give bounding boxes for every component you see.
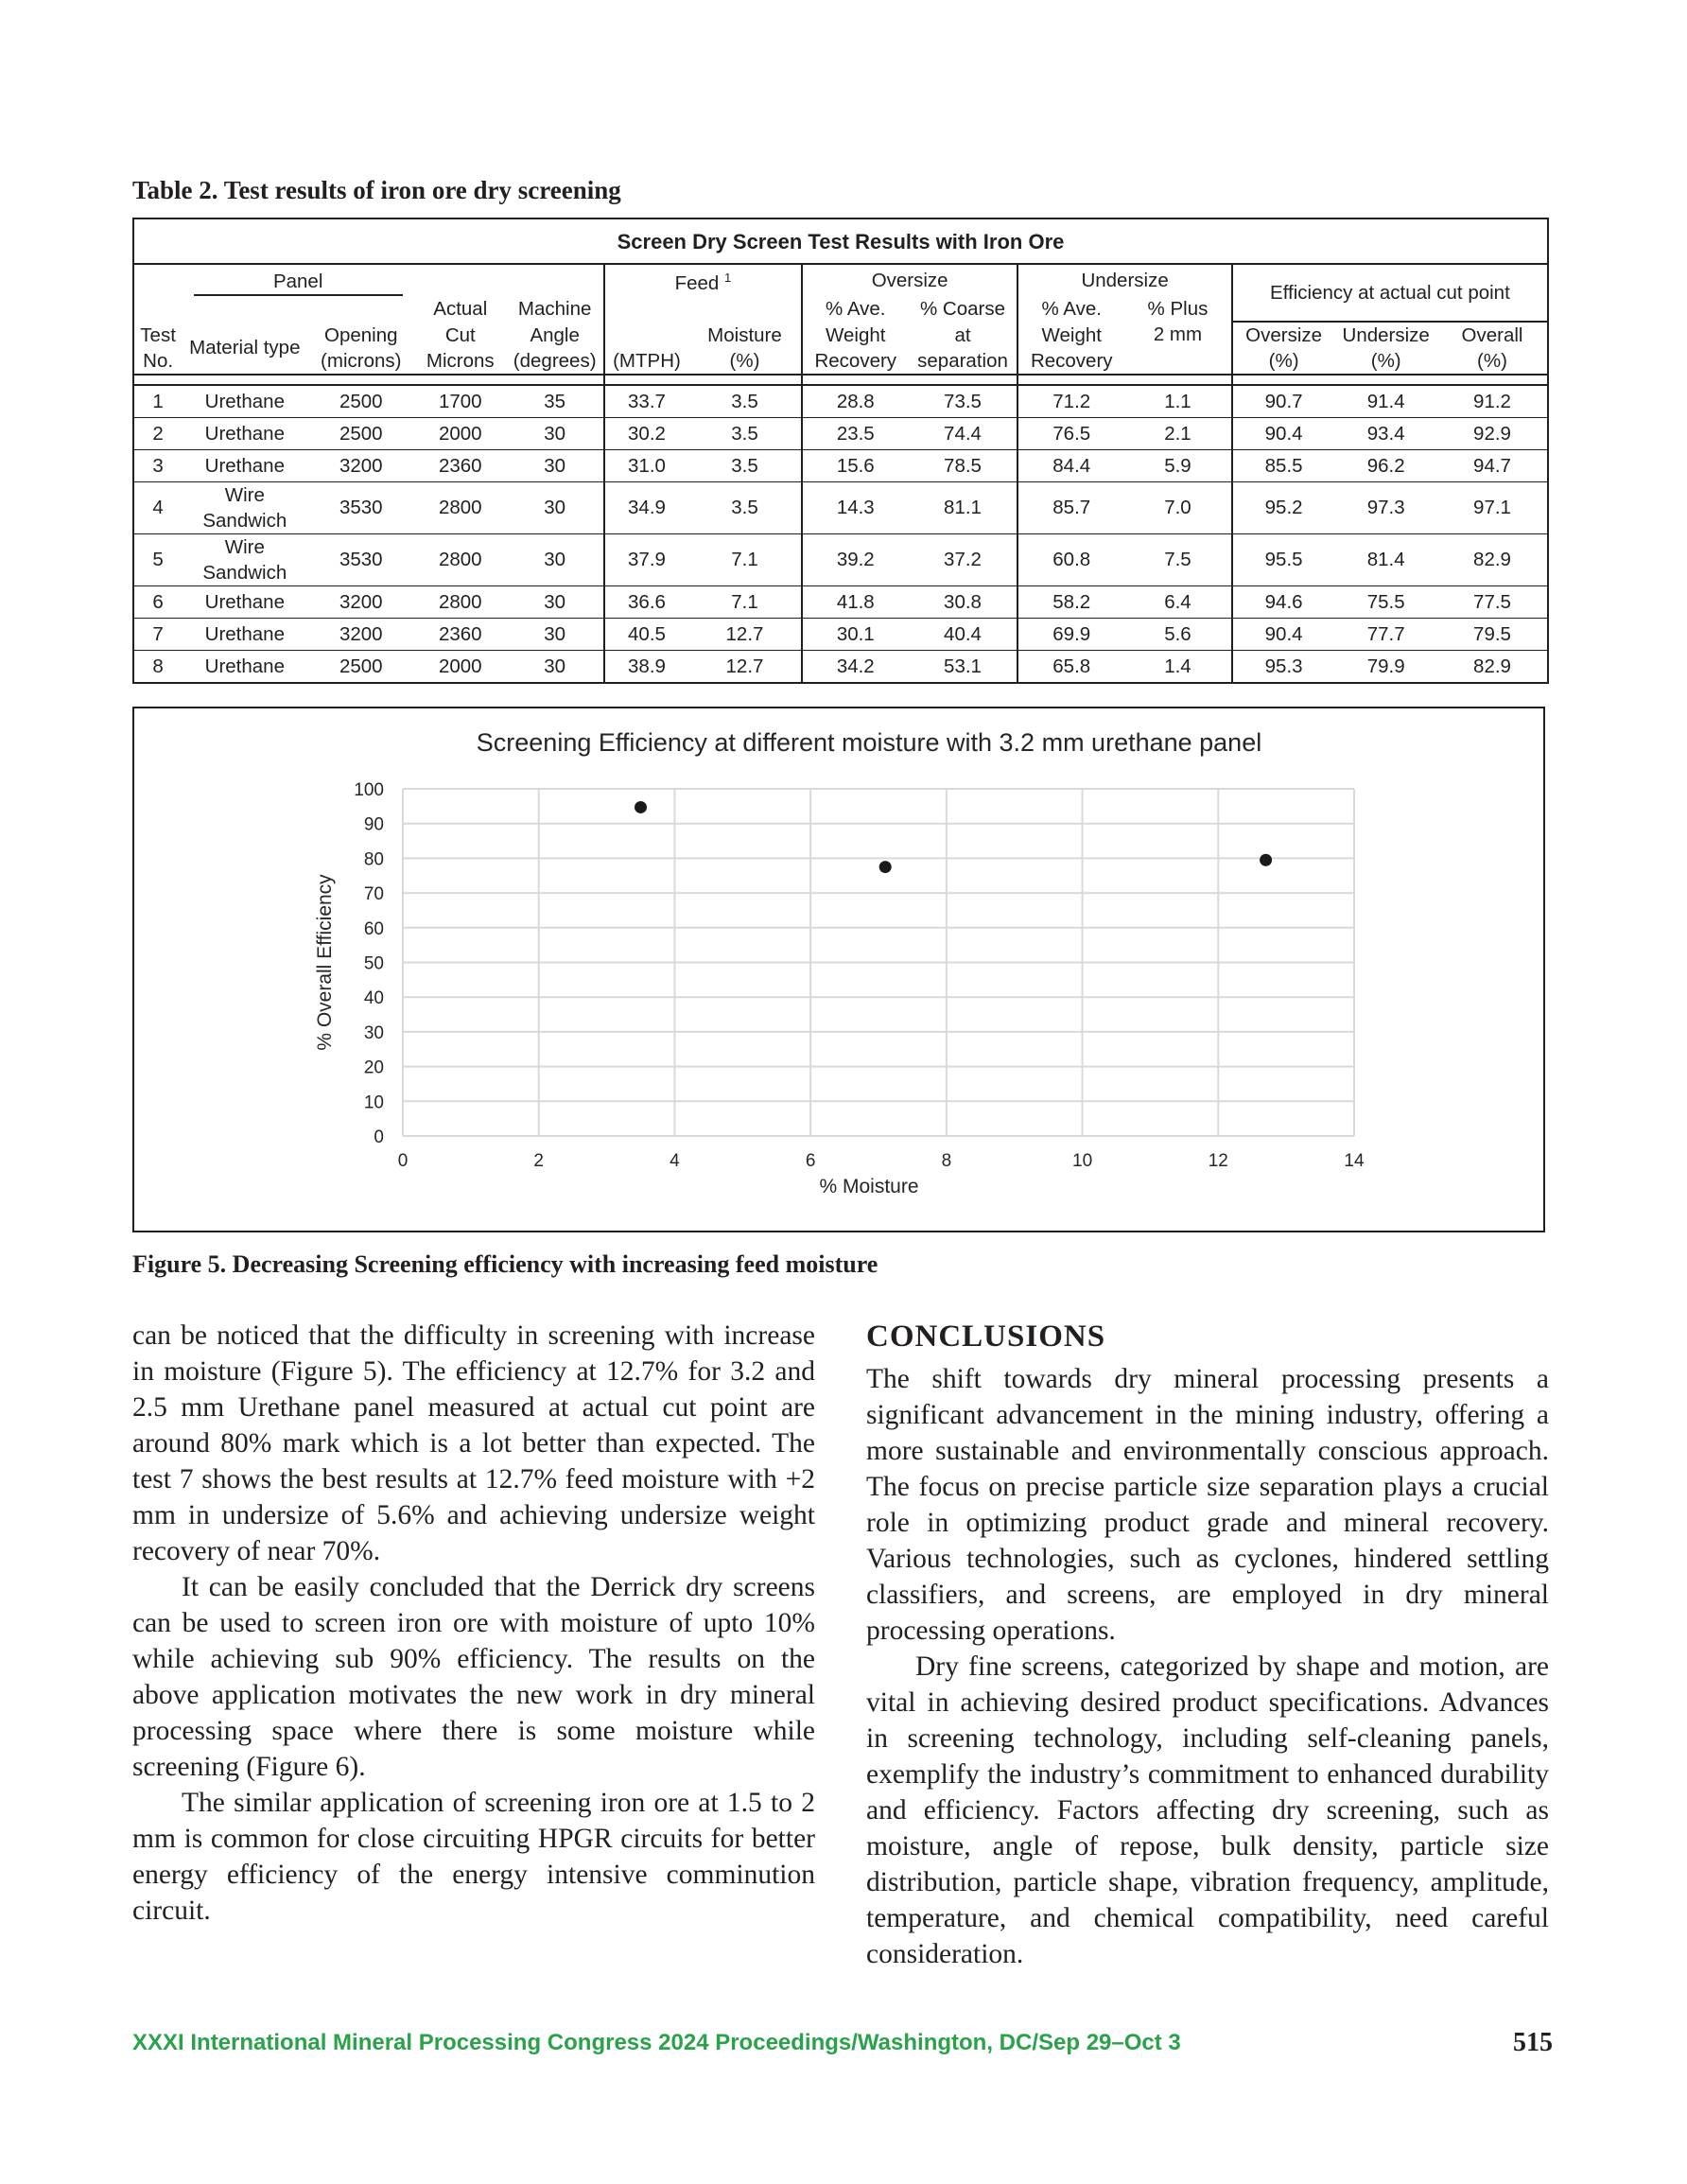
table-cell: 7.1 [688,533,802,585]
table-cell: 91.2 [1437,385,1548,418]
header-undersize: Undersize [1017,264,1231,296]
x-tick-label: 14 [1344,1151,1365,1171]
table-cell: 39.2 [802,533,909,585]
table-cell: 34.9 [604,481,688,533]
table-cell: 5.9 [1124,449,1232,481]
table-cell: 30.2 [604,417,688,449]
table-cell: 2800 [414,481,506,533]
scatter-chart [134,708,1543,1231]
table-cell: 2000 [414,650,506,683]
table-cell: 60.8 [1017,533,1124,585]
left-paragraph-2: It can be easily concluded that the Derrick dry screens can be used to screen iron ore with moisture of upto 10% while achieving sub 90% efficiency. The results on the above application motivates the new work in dry mineral processing space where there is some moisture while screening (Figure 6). [132,1572,815,1782]
header-actual-cut-3: Microns [426,349,495,372]
table-cell: 7.1 [688,585,802,618]
table-cell: 71.2 [1017,385,1124,418]
header-ow-recovery-2: Weight [802,322,909,348]
table-cell: 69.9 [1017,618,1124,650]
header-coarse-3: separation [909,348,1018,375]
table-cell: 15.6 [802,449,909,481]
table-cell: Urethane [182,385,307,418]
x-tick-label: 12 [1208,1151,1228,1171]
table-cell: 74.4 [909,417,1018,449]
table-cell: 3.5 [688,385,802,418]
data-point [1260,854,1272,866]
table-row [133,650,1548,683]
right-paragraph-2: Dry fine screens, categorized by shape and motion, are vital in achieving desired product specifications. Advances in screening technology, including self-cleaning panels, exemplify the industry’s commitment to enhanced durability and efficiency. Factors affecting dry screening, such as moisture, angle of repose, bulk density, particle size distribution, particle shape, vibration frequency, amplitude, temperature, and chemical compatibility, need careful consideration. [866,1651,1549,1969]
table-cell: 30 [506,650,603,683]
table-cell: 37.2 [909,533,1018,585]
table-cell: 6 [133,585,182,618]
chart-title: Screening Efficiency at different moisture with 3.2 mm urethane panel [476,728,1262,757]
header-machine-angle-3: (degrees) [506,348,603,375]
table-cell: 7.0 [1124,481,1232,533]
table-cell: 31.0 [604,449,688,481]
table-cell: 30.8 [909,585,1018,618]
header-test-1: Test [133,322,182,348]
table-cell: 3200 [307,449,414,481]
table-cell: 3200 [307,618,414,650]
table-cell: 34.2 [802,650,909,683]
header-test-2: No. [133,348,182,375]
table-cell: 30 [506,481,603,533]
table-cell: 2500 [307,385,414,418]
table-cell: 2800 [414,585,506,618]
table-cell: 78.5 [909,449,1018,481]
y-tick-label: 0 [374,1127,384,1147]
table-caption: Table 2. Test results of iron ore dry screening [132,176,621,204]
table-cell: 7 [133,618,182,650]
table-cell: 79.9 [1334,650,1437,683]
table-cell: 3 [133,449,182,481]
table-cell: 30 [506,417,603,449]
table-cell: 90.4 [1232,618,1335,650]
table-cell: Urethane [182,618,307,650]
table-cell: 82.9 [1437,533,1548,585]
table-cell: 95.3 [1232,650,1335,683]
header-coarse-1: % Coarse [909,296,1018,322]
left-paragraph-3: The similar application of screening iron ore at 1.5 to 2 mm is common for close circuiting HPGR circuits for better energy efficiency of the energy intensive comminution circuit. [132,1788,815,1926]
header-moisture-1: Moisture [688,322,802,348]
header-coarse-2: at [909,322,1018,348]
right-paragraph-1: The shift towards dry mineral processing presents a significant advancement in the mining industry, offering a more sustainable and environmentally conscious approach. The focus on precise particle size separation plays a crucial role in optimizing product grade and mineral recovery. Various technologies, such as cyclones, hindered settling classifiers, and screens, are employed in dry mineral processing operations. [866,1364,1549,1646]
table-cell: 65.8 [1017,650,1124,683]
table-cell: 92.9 [1437,417,1548,449]
x-tick-label: 4 [670,1151,680,1171]
header-eff-undersize-1: Undersize [1342,323,1430,346]
y-tick-label: 60 [363,918,384,939]
table-cell: 4 [133,481,182,533]
table-cell: 8 [133,650,182,683]
table-cell: 94.7 [1437,449,1548,481]
left-paragraph-1: can be noticed that the difficulty in screening with increase in moisture (Figure 5). The efficiency at 12.7% for 3.2 and 2.5 mm Urethane panel measured at actual cut point are around 80% mark which is a lot better than expected. The test 7 shows the best results at 12.7% feed moisture with +2 mm in undersize of 5.6% and achieving undersize weight recovery of near 70%. [132,1320,815,1566]
left-column [132,1318,815,1929]
table-row [133,385,1548,418]
table-cell: 12.7 [688,650,802,683]
right-column [866,1318,1549,1972]
table-cell: 77.7 [1334,618,1437,650]
table-cell: 2360 [414,449,506,481]
header-actual-cut-2: Cut [444,323,476,346]
table-cell: 2500 [307,417,414,449]
y-tick-label: 100 [354,780,384,800]
table-row [133,585,1548,618]
table-cell: 2000 [414,417,506,449]
table-cell: 82.9 [1437,650,1548,683]
table-cell: 53.1 [909,650,1018,683]
table-row [133,618,1548,650]
table-cell: 77.5 [1437,585,1548,618]
table-cell: Urethane [182,417,307,449]
table-cell: Wire Sandwich [182,481,307,533]
table-row [133,417,1548,449]
table-cell: 95.5 [1232,533,1335,585]
table-cell: 3.5 [688,417,802,449]
table-cell: 2800 [414,533,506,585]
table-cell: 6.4 [1124,585,1232,618]
table-cell: 84.4 [1017,449,1124,481]
header-actual-cut-1: Actual [433,297,488,320]
y-tick-label: 80 [363,849,384,870]
table-cell: 3530 [307,533,414,585]
table-cell: 5.6 [1124,618,1232,650]
table-cell: Urethane [182,650,307,683]
x-tick-label: 2 [533,1151,545,1171]
y-tick-label: 90 [363,814,384,835]
header-uw-recovery-2: Weight [1017,322,1124,348]
table-cell: 94.6 [1232,585,1335,618]
table-cell: 58.2 [1017,585,1124,618]
table-cell: 23.5 [802,417,909,449]
header-moisture-2: (%) [688,348,802,375]
table-cell: 93.4 [1334,417,1437,449]
header-eff-oversize-2: (%) [1232,348,1335,375]
table-cell: 1700 [414,385,506,418]
table-cell: 28.8 [802,385,909,418]
table-cell: 2360 [414,618,506,650]
x-tick-label: 10 [1072,1151,1093,1171]
table-cell: 1.4 [1124,650,1232,683]
figure-5-chart [132,707,1545,1232]
y-tick-label: 40 [363,988,384,1009]
table-cell: Wire Sandwich [182,533,307,585]
table-cell: Urethane [182,449,307,481]
header-opening-2: (microns) [321,349,402,372]
table-cell: 3530 [307,481,414,533]
header-mtph: (MTPH) [604,348,688,375]
table-cell: 30 [506,585,603,618]
table-cell: 12.7 [688,618,802,650]
table-cell: 38.9 [604,650,688,683]
table-cell: 75.5 [1334,585,1437,618]
table-row [133,481,1548,533]
table-cell: Urethane [182,585,307,618]
figure-caption: Figure 5. Decreasing Screening efficiency with increasing feed moisture [132,1250,878,1278]
table-cell: 81.4 [1334,533,1437,585]
table-cell: 91.4 [1334,385,1437,418]
y-tick-label: 30 [363,1022,384,1043]
table-row [133,449,1548,481]
table-cell: 85.5 [1232,449,1335,481]
header-plus2mm: % Plus 2 mm [1124,296,1232,348]
table-cell: 76.5 [1017,417,1124,449]
table-cell: 14.3 [802,481,909,533]
table-cell: 2500 [307,650,414,683]
header-eff-undersize-2: (%) [1370,349,1401,372]
table-cell: 36.6 [604,585,688,618]
data-point [635,801,647,813]
table-cell: 97.3 [1334,481,1437,533]
header-oversize: Oversize [802,264,1017,296]
data-point [879,861,892,873]
conclusions-heading: CONCLUSIONS [866,1319,1106,1354]
table-cell: 5 [133,533,182,585]
table-cell: 1.1 [1124,385,1232,418]
table-cell: 90.4 [1232,417,1335,449]
table-cell: 30 [506,618,603,650]
header-uw-recovery-3: Recovery [1017,348,1124,375]
header-eff-overall-2: (%) [1437,348,1548,375]
table-cell: 1 [133,385,182,418]
table-cell: 33.7 [604,385,688,418]
table-cell: 7.5 [1124,533,1232,585]
results-table [132,218,1549,684]
table-cell: 40.5 [604,618,688,650]
table-cell: 41.8 [802,585,909,618]
table-cell: 3.5 [688,481,802,533]
table-cell: 97.1 [1437,481,1548,533]
header-machine-angle-1: Machine [506,296,603,322]
x-tick-label: 8 [941,1151,952,1171]
table-cell: 2 [133,417,182,449]
header-uw-recovery-1: % Ave. [1017,296,1124,322]
header-ow-recovery-1: % Ave. [802,296,909,322]
header-eff-overall-1: Overall [1437,322,1548,348]
table-cell: 30 [506,533,603,585]
table-cell: 96.2 [1334,449,1437,481]
table-cell: 35 [506,385,603,418]
table-cell: 3.5 [688,449,802,481]
table-row [133,533,1548,585]
y-tick-label: 20 [363,1057,384,1078]
footer-proceedings: XXXI International Mineral Processing Congress 2024 Proceedings/Washington, DC/Sep 29–Oct 3 [132,2030,1181,2055]
table-title: Screen Dry Screen Test Results with Iron Ore [133,218,1548,264]
table-cell: 40.4 [909,618,1018,650]
header-ow-recovery-3: Recovery [802,348,909,375]
table-cell: 90.7 [1232,385,1335,418]
header-material-type: Material type [189,336,301,358]
table-cell: 81.1 [909,481,1018,533]
y-tick-label: 50 [363,953,384,974]
table-cell: 2.1 [1124,417,1232,449]
table-cell: 73.5 [909,385,1018,418]
table-cell: 95.2 [1232,481,1335,533]
header-panel: Panel [194,269,403,296]
y-tick-label: 70 [363,884,384,905]
table-cell: 37.9 [604,533,688,585]
y-tick-label: 10 [363,1092,384,1113]
header-efficiency: Efficiency at actual cut point [1232,264,1548,322]
table-cell: 3200 [307,585,414,618]
x-axis-label: % Moisture [819,1176,919,1197]
y-axis-label: % Overall Efficiency [314,874,336,1051]
header-feed: Feed $^1$ [604,264,802,296]
header-machine-angle-2: Angle [506,322,603,348]
header-eff-oversize-1: Oversize [1232,322,1335,348]
x-tick-label: 0 [397,1151,409,1171]
table-cell: 85.7 [1017,481,1124,533]
header-opening-1: Opening [324,323,398,346]
page-number: 515 [1513,2028,1553,2057]
x-tick-label: 6 [805,1151,816,1171]
table-cell: 79.5 [1437,618,1548,650]
table-cell: 30 [506,449,603,481]
table-cell: 30.1 [802,618,909,650]
